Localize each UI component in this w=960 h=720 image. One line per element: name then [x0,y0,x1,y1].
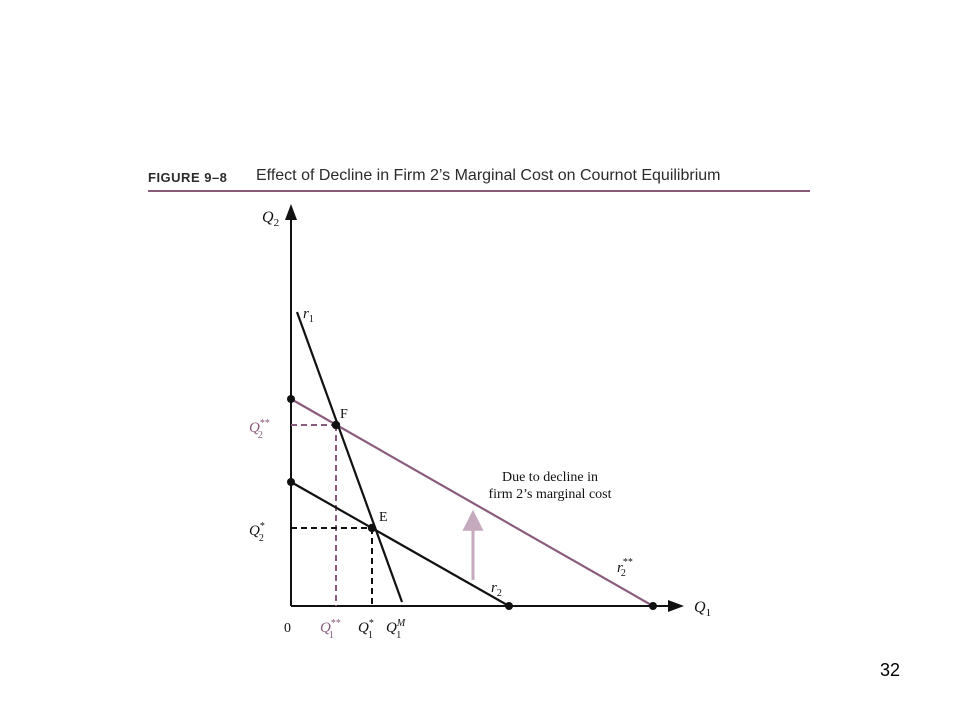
figure-label: FIGURE 9–8 [148,170,228,185]
y-axis-label: $Q_2$ [262,209,280,229]
q2-star-label: Q* 2 [249,521,265,544]
x-axis-arrow-icon [668,600,684,612]
r2-new-intercept-y [287,395,295,403]
y-axis-arrow-icon [285,204,297,220]
annotation-line1: Due to decline in [501,470,599,485]
x-axis-label: $Q_1$ [694,599,712,619]
r2-line [291,482,509,606]
r1-label: $r_1$ [303,306,314,325]
annotation-line2: firm 2’s marginal cost [488,487,612,502]
r2-new-intercept-x [649,602,657,610]
point-e-label: E [379,510,388,525]
point-f [332,421,340,429]
q1-star-label: Q* 1 [358,618,374,641]
r2-new-label: r** 2 [617,557,633,579]
page-number: 32 [880,660,901,680]
q1-new-label: Q** 1 [320,618,341,641]
point-f-label: F [340,407,348,422]
r2-label: $r_2$ [491,580,502,599]
r2-intercept-y [287,478,295,486]
q2-new-label: Q** 2 [249,418,270,441]
figure-title: Effect of Decline in Firm 2’s Marginal Cost on Cournot Equilibrium [256,167,721,184]
point-e [368,524,376,532]
q1-m-label: $Q^M$ 1 [386,618,406,641]
origin-label: 0 [284,621,291,636]
r1-line [297,312,402,602]
r2-intercept-x [505,602,513,610]
